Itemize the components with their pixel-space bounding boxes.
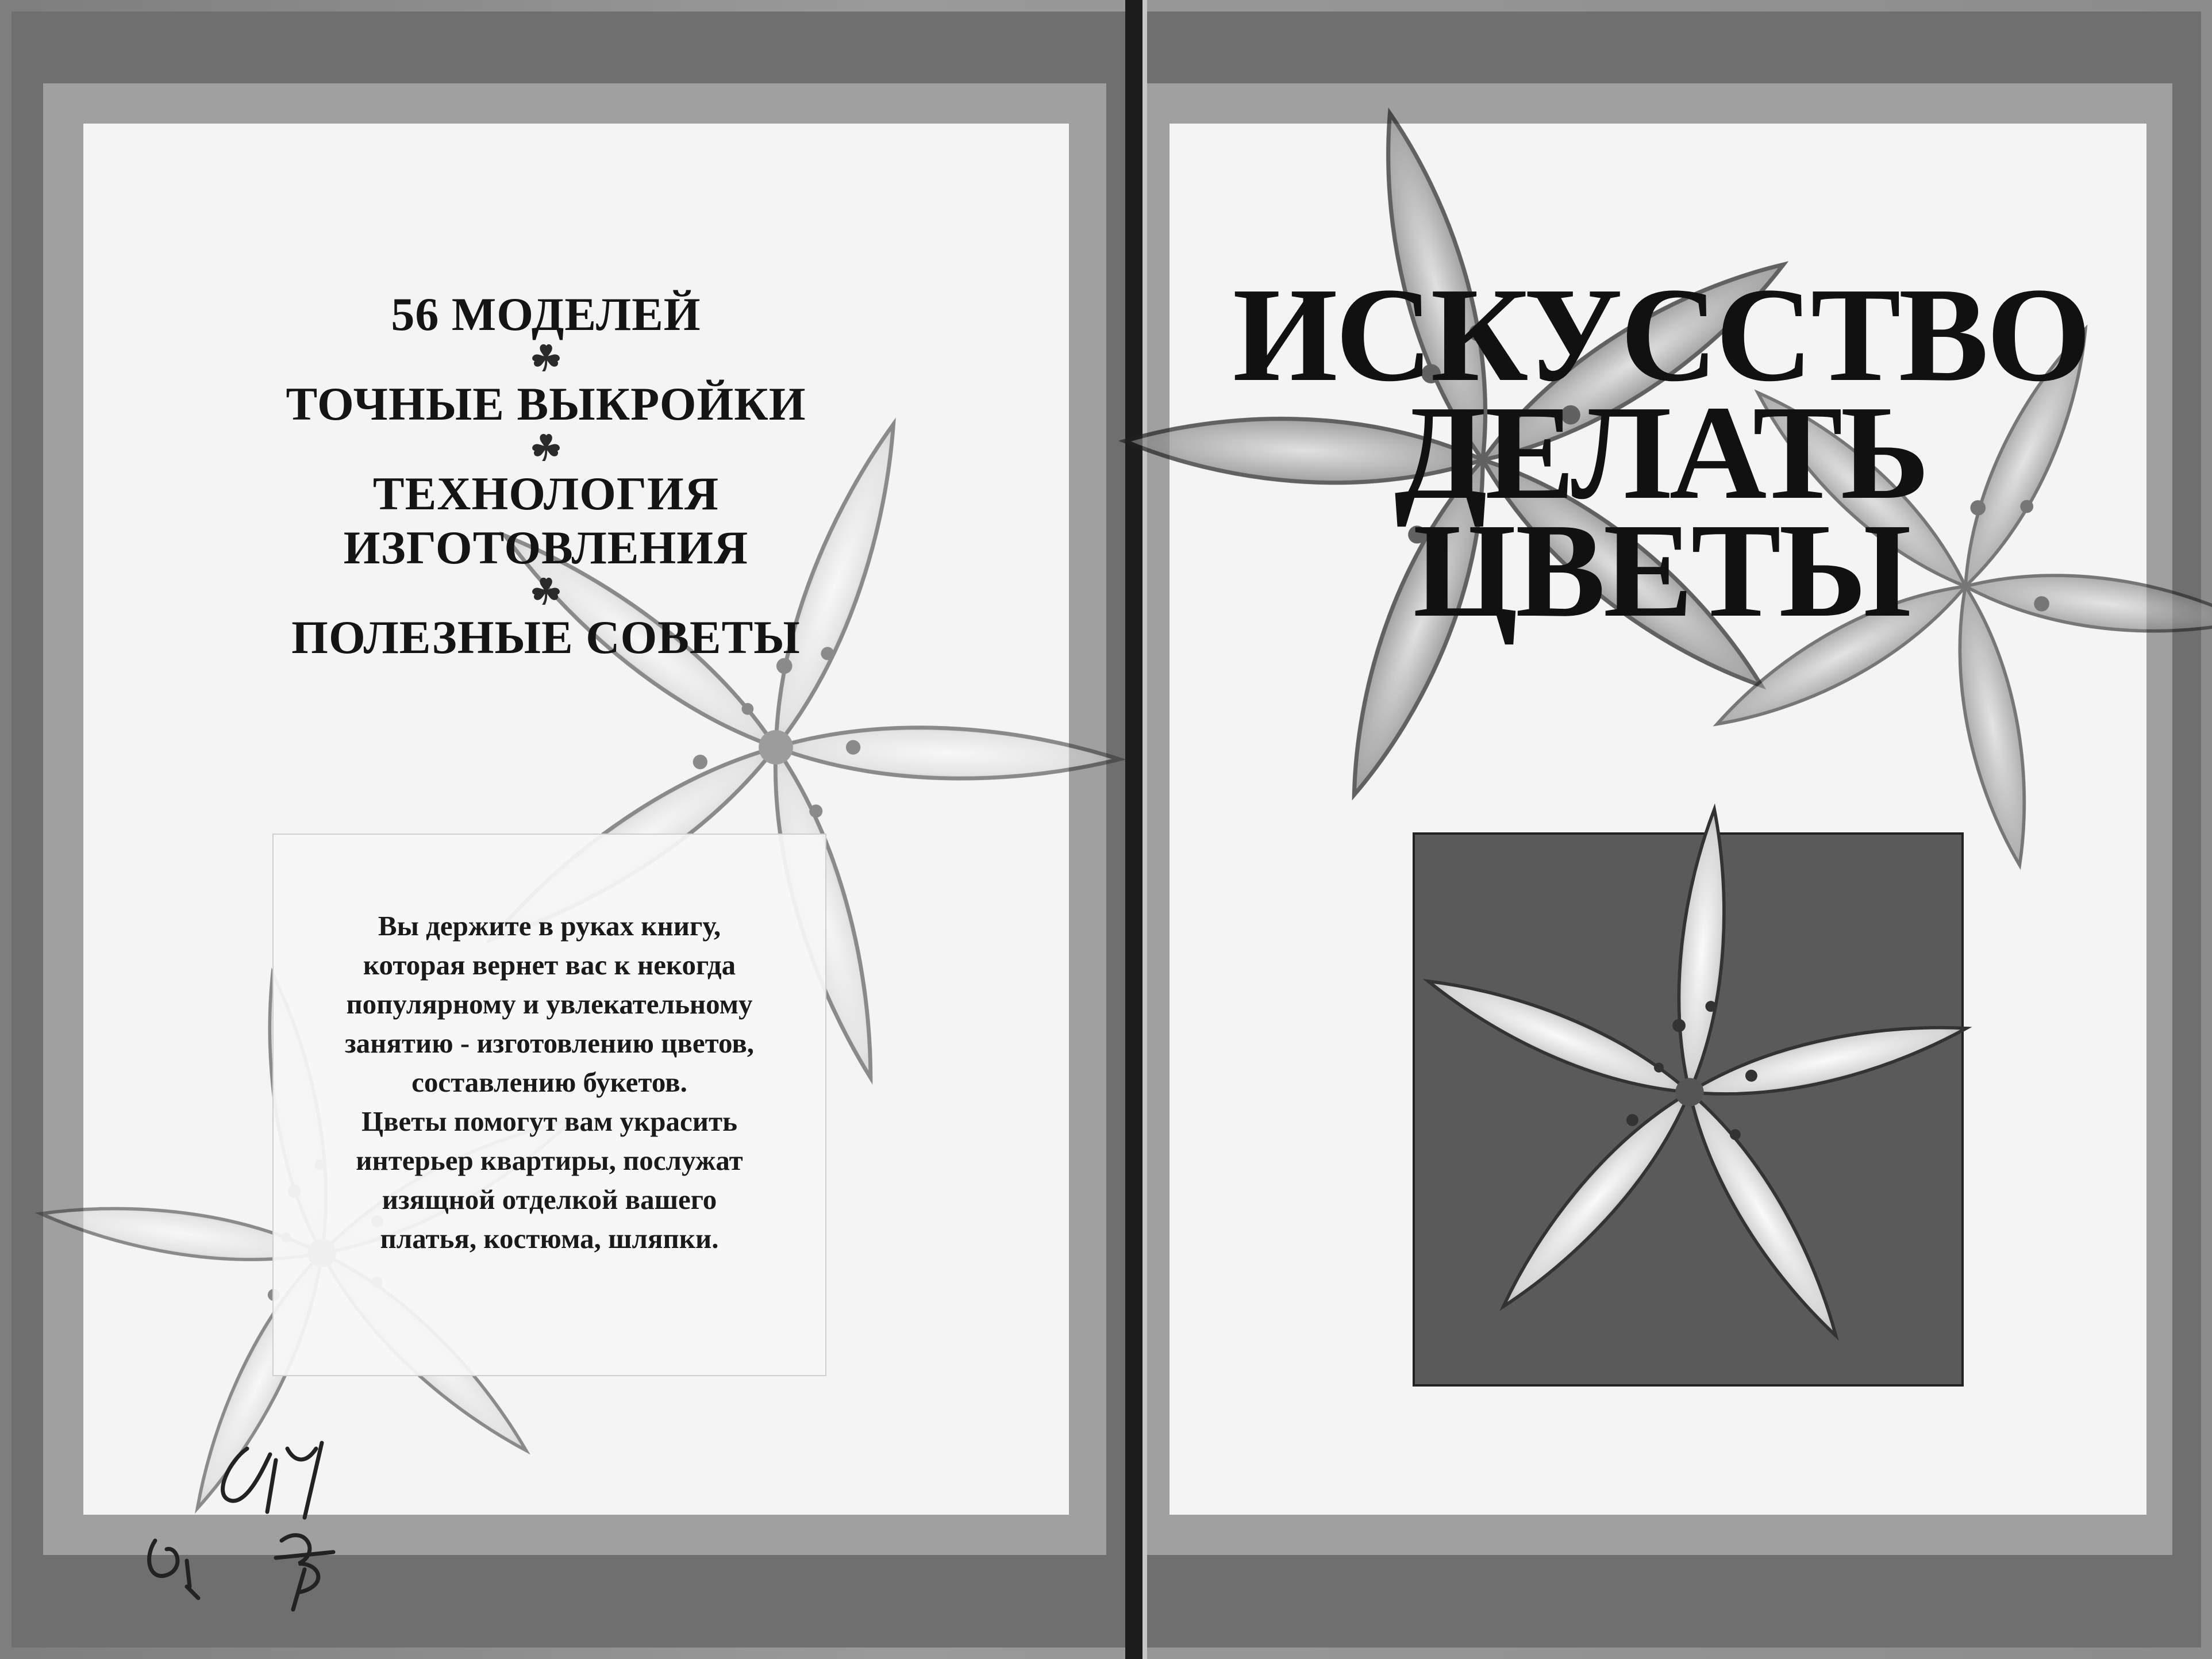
- feature-technology: ТЕХНОЛОГИЯ ИЗГОТОВЛЕНИЯ: [343, 467, 749, 574]
- blurb-line: составлению букетов.: [411, 1066, 687, 1098]
- blurb-line: занятию - изготовлению цветов,: [344, 1027, 755, 1059]
- feature-list: [270, 287, 822, 665]
- blurb-line: которая вернет вас к некогда: [363, 949, 736, 981]
- title-line-2: ДЕЛАТЬ: [1394, 378, 1928, 527]
- clover-separator-icon: ☘: [530, 429, 562, 468]
- title-line-3: ЦВЕТЫ: [1413, 496, 1909, 645]
- title-line-1: ИСКУССТВО: [1232, 260, 2090, 409]
- clover-separator-icon: ☘: [530, 340, 562, 379]
- blurb-line: популярному и увлекательному: [346, 988, 753, 1020]
- front-cover-lilies: [1051, 22, 2212, 1385]
- feature-tips: ПОЛЕЗНЫЕ СОВЕТЫ: [291, 611, 801, 663]
- feature-models: 56 МОДЕЛЕЙ: [391, 288, 701, 340]
- blurb-box: [272, 834, 826, 1376]
- blurb-line: платья, костюма, шляпки.: [380, 1223, 719, 1254]
- blurb-line: изящной отделкой вашего: [382, 1184, 717, 1215]
- blurb-line: Цветы помогут вам украсить: [361, 1105, 738, 1137]
- blurb-line: Вы держите в руках книгу,: [378, 910, 721, 942]
- handwritten-signature: [132, 1426, 431, 1615]
- feature-patterns: ТОЧНЫЕ ВЫКРОЙКИ: [286, 378, 806, 430]
- clover-separator-icon: ☘: [530, 573, 562, 612]
- blurb-line: интерьер квартиры, послужат: [356, 1145, 743, 1176]
- blurb-text: [302, 907, 797, 1258]
- book-title: [1230, 260, 2092, 645]
